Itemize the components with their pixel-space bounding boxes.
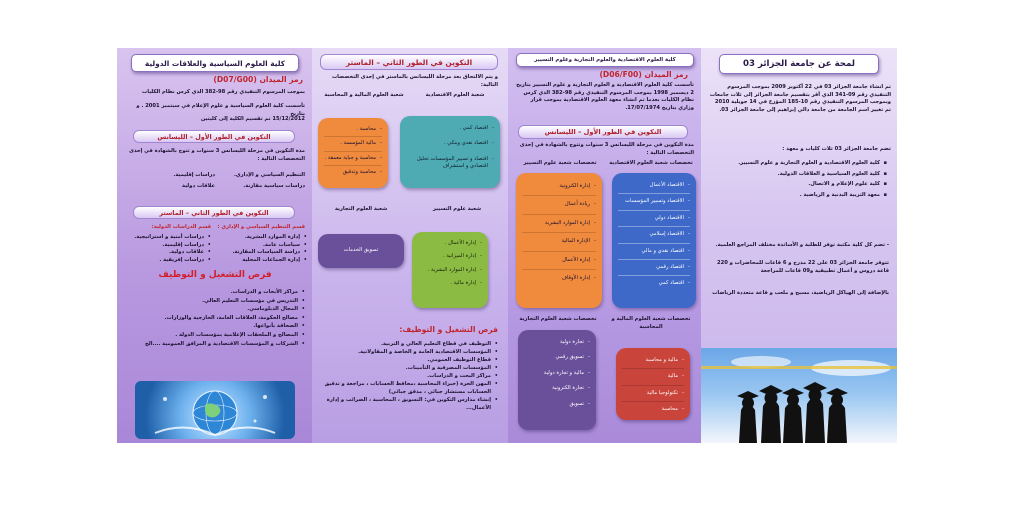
list-item: • علاقات دولية.: [121, 249, 211, 257]
list-item: • دراسات أمنية و استراتيجية.: [121, 234, 211, 242]
list-item: • سياسات عامة.: [215, 242, 307, 250]
list-item: - تكنولوجيا مالية: [622, 386, 684, 402]
list-item: • المجال الدبلوماسي.: [125, 305, 305, 314]
list-item: ▪ كلية علوم الإعلام و الاتصال.: [709, 179, 887, 190]
list-item: - مالية و تجارة دولية: [524, 366, 590, 381]
list-item: - اقتصاد كمي: [618, 276, 690, 291]
list-item: • المهن الحرة (خبراء المحاسبة ،محافظ الحسابات ، مراجعة و تدقيق الحسابات مستشار جبائي ، مدقق جبائي): [320, 380, 498, 396]
col-admin-label: قسم التنظيم السياسي و الإداري :: [217, 224, 305, 230]
list-item: ▪ معهد التربية البدنية و الرياضية .: [709, 190, 887, 201]
list-item: - الاقتصاد الأعمال: [618, 178, 690, 194]
polsci-decree: بموجب المرسوم التنفيذي رقم 98-382 الذي كرس نظام الكليات: [142, 89, 305, 95]
list-item: - إدارة الأوقاف: [522, 270, 596, 287]
list-item: ▪ كلية العلوم الاقتصادية و العلوم التجارية و علوم التسيير.: [709, 158, 887, 169]
master-text: و يتم الالتحاق بعد مرحلة الليسانس بالماستر في إحدى التخصصات التالية:: [331, 74, 498, 88]
economics-title: كلية العلوم الاقتصادية والعلوم التجارية وعلوم التسيير: [516, 53, 694, 67]
panel-economics-faculty: [508, 48, 701, 443]
col-commerce-label: تخصصات شعبة العلوم التجارية: [519, 316, 597, 322]
list-item: علاقات دولية: [182, 182, 215, 189]
list-item: • المؤسسات الاقتصادية العامة و الخاصة و المقاولاتية.: [320, 348, 498, 356]
col-econ-label: شعبة العلوم الاقتصادية: [425, 92, 485, 98]
list-item: - إدارة الأعمال .: [418, 237, 482, 250]
list-item: - محاسبة .: [324, 123, 382, 137]
list-item: - تسويق رقمي: [524, 350, 590, 365]
col-intl-label: قسم الدراسات الدولية:: [151, 224, 211, 230]
col-finance-label: شعبة العلوم المالية و المحاسبة: [324, 92, 404, 98]
polsci-split: 15/12/2012 تم تقسيم الكلية إلى كليتين: [200, 116, 305, 122]
panel-political-science: [117, 48, 312, 443]
overview-intro: تم انشاء جامعة الجزائر 03 في 22 أكتوبر 2009 بموجب المرسوم التنفيذي رقم 09-341 الذي أقر بتقسيم جامعة الجزائر إلى ثلاث جامعات وبموجب المرسوم التنفيذي رقم 10-185 المؤرخ في 14 جويلية 2010 تم تغيير اسم الجامعة من جامعة دالي إبراهيم إلى جامعة الجزائر 03.: [709, 84, 891, 113]
col-mgmt-label: شعبة علوم التسيير: [432, 206, 482, 212]
commerce-specialties-box: [518, 330, 596, 430]
list-item: - مالية: [622, 369, 684, 385]
facilities-text: تتوفر جامعة الجزائر 03 على 22 مدرج و 6 قاعات للمحاضرات و 220 قاعة دروس و أعمال تطبيقية و09 قاعات للمراجعة: [717, 260, 889, 274]
economics-code: رمز الميدان (D06/F00): [599, 70, 688, 79]
list-item: - إدارة الميزانية .: [418, 250, 482, 263]
col-commerce-label: شعبة العلوم التجارية: [334, 206, 388, 212]
master-mgmt-box: [412, 232, 488, 308]
list-item: - الاقتصاد إسلامي: [618, 227, 690, 243]
list-item: • الصحافة بأنواعها.: [125, 322, 305, 331]
overview-title: لمحة عن جامعة الجزائر 03: [719, 54, 879, 74]
col-mgmt-label: تخصصات شعبة علوم التسيير: [523, 160, 597, 166]
intl-list: [121, 234, 211, 264]
list-item: - إدارة الكترونية: [522, 178, 596, 196]
list-item: دراسات إقليمية.: [173, 172, 215, 178]
list-item: - تجارة دولية: [524, 335, 590, 350]
globe-image: [135, 381, 295, 439]
faculties-list: [709, 158, 887, 200]
list-item: • الشركات و المؤسسات الاقتصادية و المرافق العمومية ....الخ: [125, 340, 305, 349]
list-item: • التوظيف في قطاع التعليم العالي و التربية.: [320, 340, 498, 348]
graduates-illustration: [701, 348, 897, 443]
jobs-title: فرص التشغيل و التوظيف:: [399, 325, 498, 334]
list-item: - اقتصاد كمي .: [406, 121, 494, 136]
list-item: - مالية المؤسسة .: [324, 137, 382, 151]
list-item: تسويق الخدمات: [343, 247, 379, 254]
library-text: - تضم كل كلية مكتبة توفر للطلبة و الأساتذة مختلف المراجع العلمية.: [715, 242, 889, 248]
list-item: • مراكز البحث و الدراسات.: [320, 372, 498, 380]
polsci-master-title: التكوين في الطور الثاني – الماستر: [133, 206, 295, 219]
panel-university-overview: [701, 48, 897, 443]
col-econ-label: تخصصات شعبة العلوم الاقتصادية: [609, 160, 693, 166]
master-finance-box: [318, 118, 388, 188]
list-item: - الاقتصاد دولي: [618, 211, 690, 227]
list-item: - ريادة أعمال: [522, 196, 596, 214]
list-item: - إدارة الموارد البشرية: [522, 215, 596, 233]
list-item: - مالية و محاسبة: [622, 353, 684, 369]
col-finance-label: تخصصات شعبة العلوم المالية و المحاسبة: [611, 316, 691, 330]
polsci-lmd-list: [125, 172, 305, 190]
mgmt-specialties-box: [516, 173, 602, 308]
list-item: • المؤسسات المصرفية و التأمينات.: [320, 364, 498, 372]
faculties-intro: تضم جامعة الجزائر 03 ثلاث كليات و معهد :: [782, 146, 891, 152]
list-item: ▪ كلية العلوم السياسية و العلاقات الدولية.: [709, 169, 887, 180]
polsci-lmd-title: التكوين في الطور الأول – الليسانس: [133, 130, 295, 143]
list-item: • مراكز الأبحاث و الدراسات.: [125, 288, 305, 297]
polsci-jobs-title: فرص التشغيل و التوظيف: [158, 270, 272, 280]
list-item: • إنشاء مدارس التكوين في: التسويق ، المحاسبة ، الضرائب و إدارة الأعمال...: [320, 396, 498, 412]
master-econ-box: [400, 116, 500, 188]
list-item: • مصالح الحكومة، العلاقات العامة، الخارجية والوزارات.: [125, 314, 305, 323]
list-item: • إدارة الموارد البشرية.: [215, 234, 307, 242]
list-item: - اقتصاد رقمي: [618, 260, 690, 276]
list-item: - اقتصاد نقدي وبنكي .: [406, 136, 494, 151]
list-item: - اقتصاد و تسيير المؤسسات تحليل اقتصادي و استشراف: [406, 152, 494, 175]
sports-text: بالإضافة إلى الهياكل الرياضية، مسبح و ملعب و قاعة متعددة الرياضات: [712, 290, 889, 296]
list-item: - اقتصاد نقدي و مالي: [618, 244, 690, 260]
list-item: دراسات سياسية مقارنة.: [243, 182, 305, 189]
panel-economics-master: [312, 48, 508, 443]
list-item: • دراسات إفريقية .: [121, 257, 211, 265]
list-item: - الإدارة المالية: [522, 233, 596, 251]
polsci-founded: تأسست كلية العلوم السياسية و علوم الإعلام في سبتمبر 2001 . و بتاريخ: [136, 103, 305, 117]
econ-specialties-box: [612, 173, 696, 308]
economics-lmd-title: التكوين في الطور الأول – الليسانس: [518, 125, 688, 139]
economics-lmd-text: مدة التكوين في مرحلة الليسانس 3 سنوات وتتوج بالشهادة في إحدى التخصصات التالية :: [519, 142, 694, 156]
polsci-code: رمز الميدان (D07/G00): [213, 75, 303, 84]
list-item: • دراسة السياسات المقارنة.: [215, 249, 307, 257]
list-item: • قطاع التوظيف العمومي.: [320, 356, 498, 364]
list-item: - الاقتصاد وتسيير المؤسسات: [618, 194, 690, 210]
polsci-title: كلية العلوم السياسية والعلاقات الدولية: [131, 54, 299, 72]
list-item: - محاسبة و جباية معمقة .: [324, 152, 382, 166]
list-item: - تجارة الكترونية: [524, 381, 590, 396]
list-item: - إدارة الأعمال: [522, 252, 596, 270]
polsci-jobs-list: [125, 288, 305, 348]
list-item: - محاسبة: [622, 402, 684, 417]
list-item: التنظيم السياسي و الإداري.: [233, 172, 305, 178]
globe-icon: [135, 381, 295, 439]
list-item: • التدريس في مؤسسات التعليم العالي.: [125, 297, 305, 306]
polsci-lmd-text: مدة التكوين في مرحلة الليسانس 3 سنوات و تتوج بالشهادة في إحدى التخصصات التالية :: [129, 148, 305, 162]
finance-specialties-box: [616, 348, 690, 420]
admin-list: [215, 234, 307, 264]
economics-intro: تأسست كلية العلوم الاقتصادية و العلوم التجارية و علوم التسيير بتاريخ 2 ديسمبر 1998 بموجب المرسوم التنفيذي رقم 98-382 الذي كرس نظام الكليات بعدما تم انشاء معهد العلوم الاقتصادية بموجب قرار وزاري بتاريخ 17/07/1974.: [516, 82, 694, 111]
list-item: - إدارة مالية .: [418, 277, 482, 290]
list-item: • إدارة الجماعات المحلية: [215, 257, 307, 265]
master-title: التكوين في الطور الثاني – الماستر: [320, 54, 498, 70]
list-item: • المصالح و الملحقات الإعلامية بمؤسسات الدولة .: [125, 331, 305, 340]
list-item: - محاسبة وتدقيق: [324, 166, 382, 179]
jobs-list: [320, 340, 498, 412]
brochure: [117, 48, 897, 443]
master-commerce-box: [318, 234, 404, 268]
list-item: - إدارة الموارد البشرية .: [418, 264, 482, 277]
graduates-photo: [701, 348, 897, 443]
list-item: • دراسات إقليمية.: [121, 242, 211, 250]
list-item: - تسويق: [524, 397, 590, 412]
